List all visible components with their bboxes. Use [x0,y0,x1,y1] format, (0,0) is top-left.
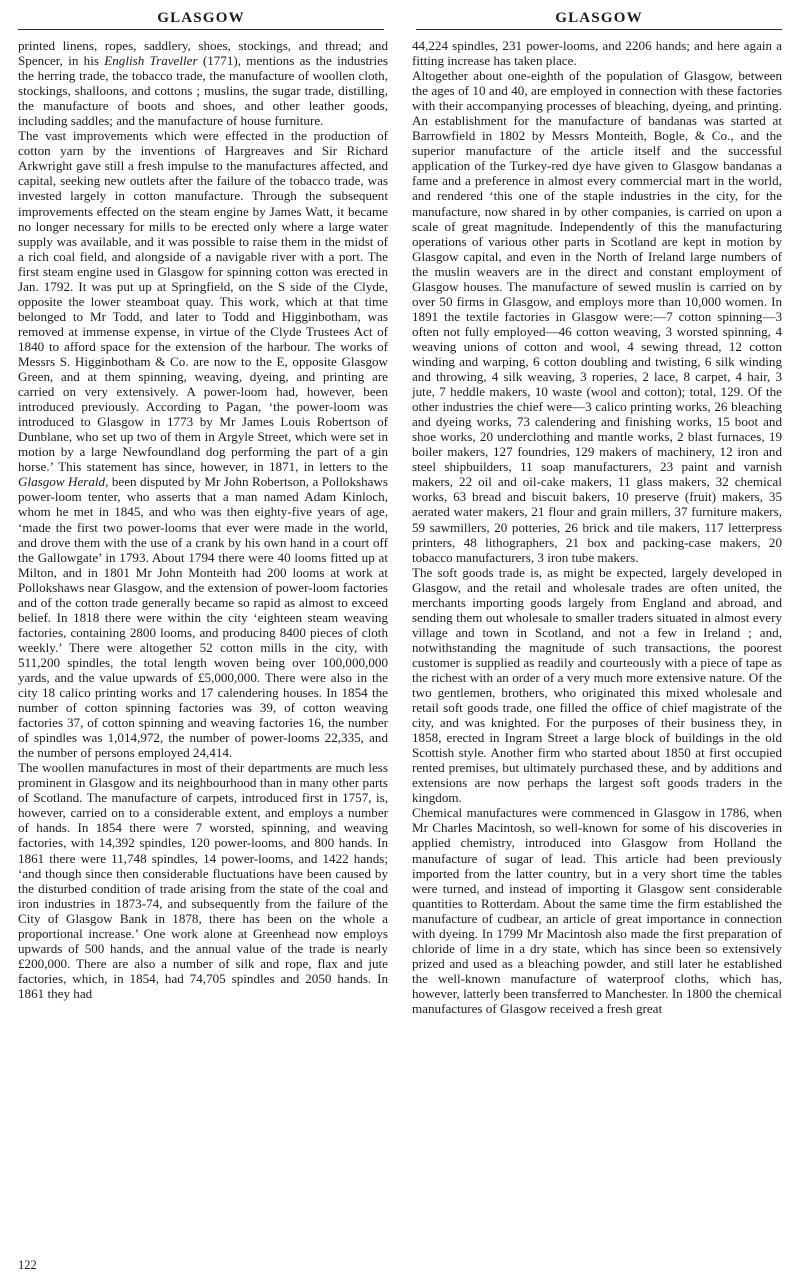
italic-title: Glasgow Herald [18,474,106,490]
paragraph [412,805,782,1016]
running-head-left [18,10,384,30]
paragraph [412,565,782,806]
text-run: , been disputed by Mr John Robertson, a Pollokshaws power-loom tenter, who asserts that a man named Adam Kinloch, whom he met in 1845, and who was then eighty-five years of age, ‘made the first two power-looms that ever were made in the world, and drove them with the use of a crank by his own hand in a court off the Gallowgate’ in 1793. About 1794 there were 40 looms fitted up at Milton, and in 1801 Mr John Monteith had 200 looms at work at Pollokshaws near Glasgow, and the extension of power-loom factories and of the cotton trade generally became so rapid as almost to exceed belief. In 1818 there were within the city ‘eighteen steam weaving factories, containing 2800 looms, and producing 8400 pieces of cloth weekly.’ There were altogether 52 cotton mills in the city, with 511,200 spindles, the total length woven being over 100,000,000 yards, and the value upwards of £5,000,000. There were also in the city 18 calico printing works and 17 calendering houses. In 1854 the number of cotton spinning factories was 39, of cotton weaving factories 37, of cotton spinning and weaving factories 16, the number of spindles was 1,014,972, the number of power-looms 22,335, and the number of persons employed 24,414. [18,474,388,761]
paragraph [18,128,388,760]
running-head-left-text: GLASGOW [157,10,245,26]
text-run: The woollen manufactures in most of their departments are much less prominent in Glasgow and its neighbourhood than in many other parts of Scotland. The manufacture of carpets, introduced first in 1757, is, however, carried on to a considerable extent, and employs a number of hands. In 1854 there were 7 worsted, spinning, and weaving factories, with 14,392 spindles, 120 power-looms, and 800 hands. In 1861 there were 11,748 spindles, 14 power-looms, and 1422 hands; ‘and though since then considerable fluctuations have been caused by the disturbed condition of trade arising from the state of the coal and iron industries in 1873-74, and subsequently from the failure of the City of Glasgow Bank in 1878, there has been on the whole a proportional increase.’ One work alone at Greenhead now employs upwards of 500 hands, and the annual value of the trade is nearly £200,000. There are also a number of silk and rope, flax and jute factories, which, in 1854, had 74,705 spindles and 2050 hands. In 1861 they had [18,760,388,1001]
left-text-column [18,38,388,1001]
italic-title: English Traveller [104,53,198,69]
text-run: (1771), mentions as the industries the herring trade, the tobacco trade, the manufacture of woollen cloth, stockings, shalloons, and cottons ; muslins, the sugar trade, distilling, the manufacture of boots and shoes, and other leather goods, including saddles; and the manufacture of house furniture. [18,53,388,129]
text-run: The vast improvements which were effected in the production of cotton yarn by the inventions of Hargreaves and Sir Richard Arkwright gave still a fresh impulse to the manufactures affected, and capital, seeking new outlets after the failure of the tobacco trade, was invested largely in cotton manufacture. Through the subsequent improvements effected on the steam engine by James Watt, it became no longer necessary for mills to be erected only where a large water supply was available, and it was possible to raise them in the midst of a rich coal field, and alongside of a navigable river with a port. The first steam engine used in Glasgow for spinning cotton was erected in Jan. 1792. It was put up at Springfield, on the S side of the Clyde, opposite the lower steamboat quay. This work, which at that time belonged to Mr Todd, and later to Todd and Higginbotham, was removed at immense expense, in virtue of the Clyde Trustees Act of 1840 to afford space for the extension of the harbour. The works of Messrs S. Higginbotham & Co. are now to the E, opposite Glasgow Green, and at them spinning, weaving, dyeing, and printing are carried on very extensively. A power-loom had, however, been introduced previously. According to Pagan, ‘the power-loom was introduced to Glasgow in 1773 by Mr James Louis Robertson of Dunblane, who set up two of them in Argyle Street, which were set in motion by a large Newfoundland dog performing the part of a gin horse.’ This statement has since, however, in 1871, in letters to the [18,128,388,475]
running-head [18,10,782,32]
paragraph [412,68,782,565]
text-run: Altogether about one-eighth of the population of Glasgow, between the ages of 10 and 40, are employed in connection with these factories with their accompanying processes of bleaching, dyeing, and printing. An establishment for the manufacture of bandanas was started at Barrowfield in 1802 by Messrs Monteith, Bogle, & Co., and the superior manufacture of the article itself and the successful application of the Turkey-red dye have given to Glasgow bandanas a fame and a preference in almost every commercial mart in the world, and rendered ‘this one of the staple industries in the city, for the manufacture, now shared in by other companies, is carried on upon a scale of great magnitude. Independently of this the manufacturing operations of various other parts in Scotland are kept in motion by Glasgow capital, and even in the North of Ireland large numbers of the muslin weavers are in the direct and constant employment of Glasgow houses. The manufacture of sewed muslin is carried on by over 50 firms in Glasgow, and employs more than 10,000 women. In 1891 the textile factories in Glasgow were:—7 cotton spinning—3 often not fully employed—46 cotton weaving, 3 worsted spinning, 4 weaving unions of cotton and wool, 4 sewing thread, 12 cotton winding and warping, 6 cotton doubling and twisting, 6 silk winding and throwing, 4 silk weaving, 3 roperies, 2 lace, 8 carpet, 4 hair, 3 jute, 7 heddle makers, 10 waste (wool and cotton); total, 129. Of the other industries the chief were—3 calico printing works, 26 bleaching and dyeing works, 73 calendering and finishing works, 15 boot and shoe works, 20 underclothing and mantle works, 2 blast furnaces, 19 boiler makers, 127 foundries, 129 makers of machinery, 12 iron and steel shipbuilders, 11 soap manufacturers, 23 paint and varnish makers, 22 oil and oil-cake makers, 11 glass makers, 32 chemical works, 63 bread and biscuit bakers, 10 preserve (fruit) makers, 35 aerated water makers, 21 flour and grain millers, 37 furniture makers, 59 sawmillers, 20 potteries, 26 brick and tile makers, 117 letterpress printers, 48 lithographers, 21 box and packing-case makers, 20 tobacco manufacturers, 3 iron tube makers. [412,68,782,565]
text-columns [18,38,782,1016]
text-run: The soft goods trade is, as might be expected, largely developed in Glasgow, and the retail and wholesale trades are often united, the merchants importing goods largely from England and abroad, and sending them out wholesale to smaller traders situated in almost every village and town in Scotland, and not a few in Ireland ; and, notwithstanding the magnitude of such transactions, the poorest customer is supplied as readily and courteously with a piece of tape as the richest with an order of a very much more extensive nature. Of the two gentlemen, brothers, who originated this mixed wholesale and retail soft goods trade, one filled the office of chief magistrate of the city, and was knighted. For the purposes of their business they, in 1858, erected in Ingram Street a large block of buildings in the old Scottish style. Another firm who started about 1850 at first occupied rented premises, but ultimately purchased these, and by additions and extensions are now perhaps the largest soft goods traders in the kingdom. [412,564,782,806]
paragraph [18,38,388,128]
paragraph [412,38,782,68]
running-head-right-rule [416,29,782,30]
text-run: 44,224 spindles, 231 power-looms, and 2206 hands; and here again a fitting increase has taken place. [412,38,782,69]
text-run: printed linens, ropes, saddlery, shoes, stockings, and thread; and Spencer, in his [18,38,388,69]
running-head-right [416,10,782,30]
running-head-left-rule [18,29,384,30]
page-folio: 122 [18,1258,37,1272]
right-text-column [412,38,782,1016]
running-head-right-text: GLASGOW [555,10,643,26]
text-run: Chemical manufactures were commenced in Glasgow in 1786, when Mr Charles Macintosh, so well-known for some of his discoveries in applied chemistry, introduced into Glasgow from Holland the manufacture of sugar of lead. This article had been previously imported from the latter country, but in a very short time the tables were turned, and instead of importing it Glasgow sent considerable quantities to Rotterdam. About the same time the firm established the manufacture of cudbear, an article of great importance in connection with dyeing. In 1799 Mr Macintosh also made the first preparation of chloride of lime in a dry state, which has since been so extensively prized and used as a bleaching powder, and still later he established the well-known manufacture of waterproof cloths, which has, however, latterly been transferred to Manchester. In 1800 the chemical manufactures of Glasgow received a fresh great [412,805,782,1016]
paragraph [18,760,388,1001]
